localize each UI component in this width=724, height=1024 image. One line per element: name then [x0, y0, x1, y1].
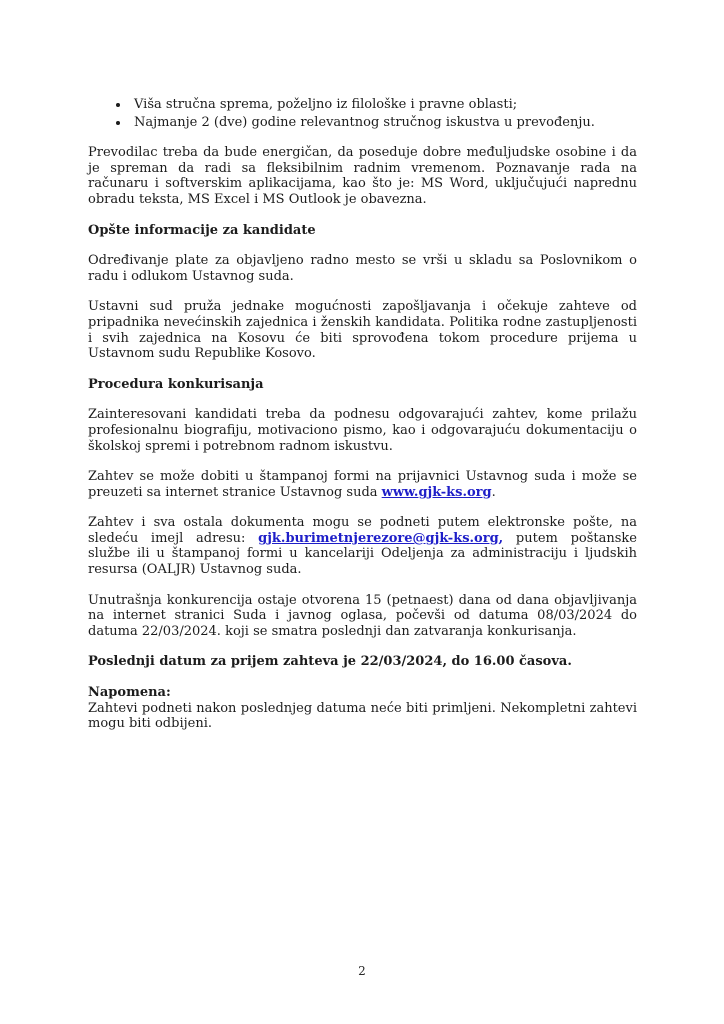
requirements-list: [88, 97, 637, 130]
website-link[interactable]: www.gjk-ks.org: [381, 484, 492, 500]
email-link-comma: ,: [498, 530, 504, 546]
form-text-suffix: .: [491, 484, 496, 500]
paragraph-email: [88, 515, 637, 577]
note-title: Napomena:: [88, 685, 171, 701]
paragraph-application: Zainteresovani kandidati treba da podnesu odgovarajući zahtev, kome prilažu profesionalnu biografiju, motivaciono pismo, kao i odgovarajuću dokumentaciju o školskoj spremi i potrebnom radnom iskustvu.: [88, 407, 637, 454]
list-item-education: • Viša stručna sprema, poželjno iz filološke i pravne oblasti;: [130, 97, 637, 113]
paragraph-equality: Ustavni sud pruža jednake mogućnosti zapošljavanja i očekuje zahteve od pripadnika nevećinskih zajednica i ženskih kandidata. Politika rodne zastupljenosti i svih zajednica na Kosovu će biti sprovođena tokom procedure prijema u Ustavnom sudu Republike Kosovo.: [88, 299, 637, 362]
document-content: [88, 97, 637, 747]
email-link[interactable]: gjk.burimetnjerezore@gjk-ks.org: [258, 530, 499, 546]
paragraph-salary: Određivanje plate za objavljeno radno mesto se vrši u skladu sa Poslovnikom o radu i odlukom Ustavnog suda.: [88, 253, 637, 284]
deadline-statement: Poslednji datum za prijem zahteva je 22/03/2024, do 16.00 časova.: [88, 654, 572, 670]
paragraph-form: [88, 469, 637, 500]
note-block: [88, 685, 637, 732]
paragraph-intro: Prevodilac treba da bude energičan, da poseduje dobre međuljudske osobine i da je spreman da radi sa fleksibilnim radnim vremenom. Poznavanje rada na računaru i softverskim aplikacijama, kao što je: MS Word, uključujući naprednu obradu teksta, MS Excel i MS Outlook je obavezna.: [88, 145, 637, 207]
heading-procedure: Procedura konkurisanja: [88, 376, 264, 392]
heading-general-info: Opšte informacije za kandidate: [88, 222, 316, 238]
email-text-prefix: Zahtev i sva ostala dokumenta mogu se podneti putem elektronske pošte, na sledeću imejl adresu:: [88, 515, 637, 546]
form-text-prefix: Zahtev se može dobiti u štampanoj formi na prijavnici Ustavnog suda i može se preuzeti sa internet stranice Ustavnog suda: [88, 469, 637, 500]
note-text: Zahtevi podneti nakon poslednjeg datuma neće biti primljeni. Nekompletni zahtevi mogu biti odbijeni.: [88, 700, 637, 732]
page-number: 2: [358, 964, 366, 979]
list-item-experience: • Najmanje 2 (dve) godine relevantnog stručnog iskustva u prevođenju.: [130, 115, 637, 131]
email-text-suffix: putem poštanske službe ili u štampanoj formi u kancelariji Odeljenja za administraciju i ljudskih resursa (OALJR) Ustavnog suda.: [88, 530, 637, 578]
paragraph-deadline-period: Unutrašnja konkurencija ostaje otvorena 15 (petnaest) dana od dana objavljivanja na internet stranici Suda i javnog oglasa, počevši od datuma 08/03/2024 do datuma 22/03/2024. koji se smatra poslednji dan zatvaranja konkurisanja.: [88, 592, 637, 639]
